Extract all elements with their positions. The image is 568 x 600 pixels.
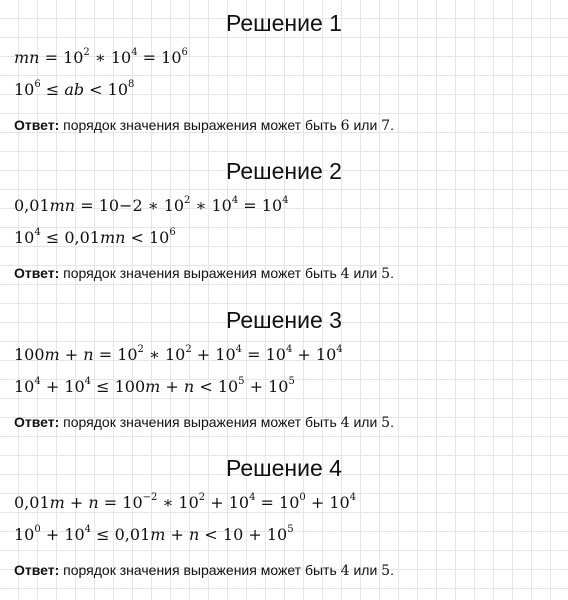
answer-label: Ответ:: [14, 562, 60, 578]
solution-title: Решение 1: [226, 10, 342, 36]
formula-line: $100m + n = 10^2$ ∗ $10^2 + 10^4 = 10^4 + 10^4$: [14, 344, 343, 364]
formula-line: mn = $10^2$ ∗ $10^4 = 10^6$: [14, 47, 188, 67]
solution-4: [0, 445, 568, 593]
formula-line: $0,01m + n = 10^{-2}$ ∗ $10^2 + 10^4 = 10^0 + 10^4$: [14, 492, 357, 512]
solution-title: Решение 3: [226, 307, 342, 333]
solution-2: [0, 148, 568, 296]
answer-label: Ответ:: [14, 117, 60, 133]
solution-3: [0, 297, 568, 445]
formula-line: $10^6$ ≤ ab < $10^8$: [14, 79, 135, 99]
solution-1: [0, 0, 568, 148]
formula-line: 0,01mn = 10−2 ∗ $10^2$ ∗ $10^4 = 10^4$: [14, 195, 289, 215]
formula-line: $10^0 + 10^4 \le 0,01m + n < 10 + 10^5$: [14, 524, 294, 544]
answer-line: Ответ: порядок значения выражения может быть 6 или 7.: [14, 117, 394, 134]
formula-line: $10^4 \le 0,01mn < 10^6$: [14, 227, 176, 247]
answer-label: Ответ:: [14, 265, 60, 281]
answer-line: Ответ: порядок значения выражения может быть 4 или 5.: [14, 562, 394, 579]
solution-title: Решение 4: [226, 455, 342, 481]
answer-line: Ответ: порядок значения выражения может быть 4 или 5.: [14, 265, 394, 282]
formula-line: $10^4 + 10^4 \le 100m + n < 10^5 + 10^5$: [14, 376, 295, 396]
solution-title: Решение 2: [226, 158, 342, 184]
answer-label: Ответ:: [14, 414, 60, 430]
answer-line: Ответ: порядок значения выражения может быть 4 или 5.: [14, 414, 394, 431]
